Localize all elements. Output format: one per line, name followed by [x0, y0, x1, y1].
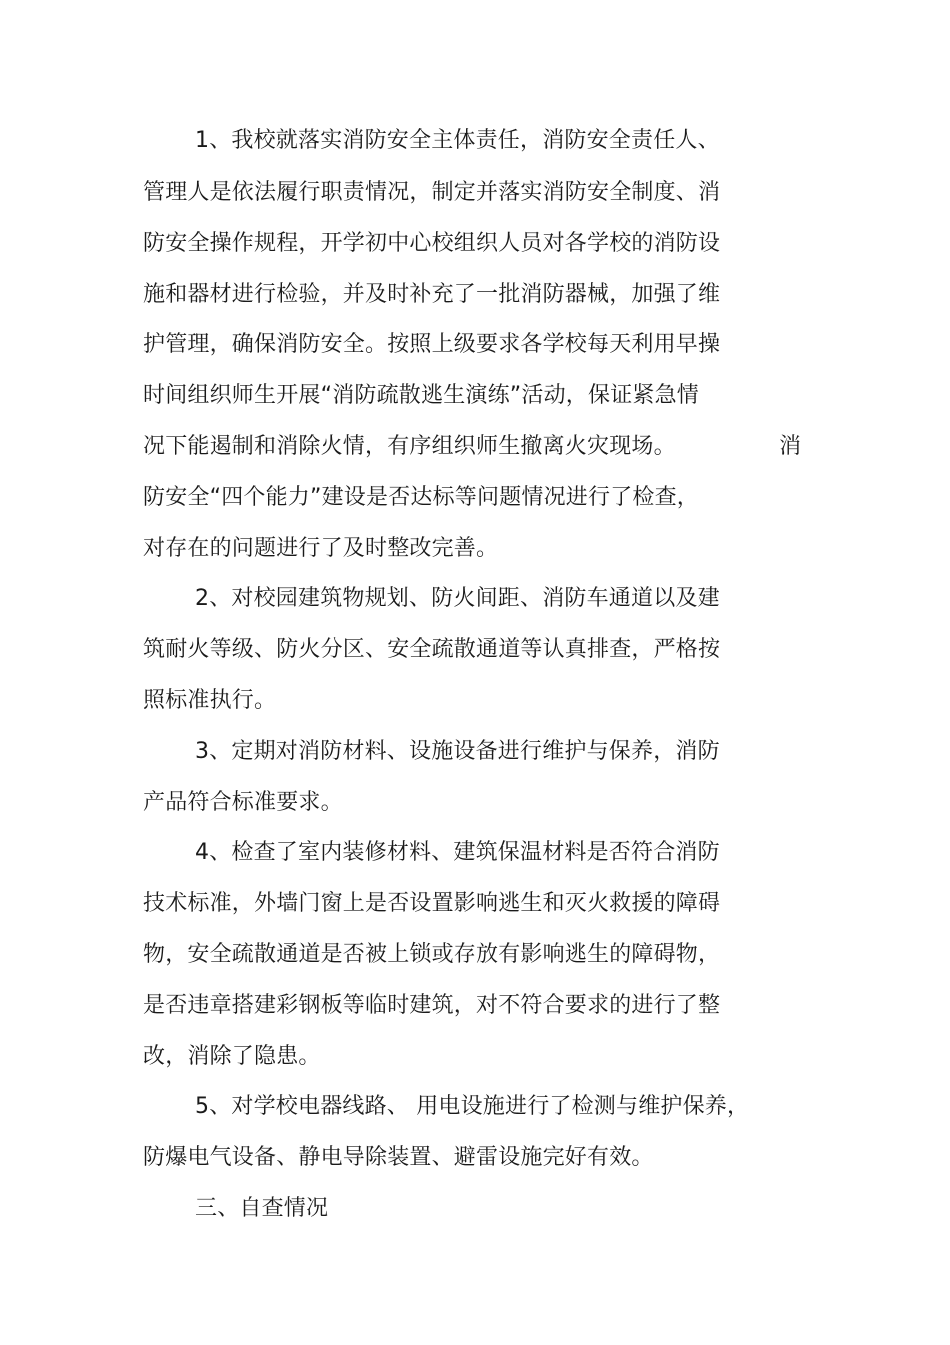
- paragraph-1-line-9: 对存在的问题进行了及时整改完善。: [143, 536, 499, 561]
- paragraph-1-line-8: 防安全“四个能力”建设是否达标等问题情况进行了检查，: [143, 485, 699, 510]
- paragraph-1-line-7: 况下能遏制和消除火情，有序组织师生撤离火灾现场。: [143, 434, 676, 459]
- section-heading: 三、自查情况: [195, 1196, 329, 1221]
- paragraph-4-line-5: 改，消除了隐患。: [143, 1044, 321, 1069]
- paragraph-1-line-6: 时间组织师生开展“消防疏散逃生演练”活动，保证紧急情: [143, 383, 699, 408]
- paragraph-1-line-4: 施和器材进行检验，并及时补充了一批消防器械，加强了维: [143, 282, 721, 307]
- paragraph-5-line-1: 5、对学校电器线路、 用电设施进行了检测与维护保养，: [195, 1094, 750, 1119]
- paragraph-1-line-2: 管理人是依法履行职责情况，制定并落实消防安全制度、消: [143, 180, 721, 205]
- paragraph-1-line-3: 防安全操作规程，开学初中心校组织人员对各学校的消防设: [143, 231, 721, 256]
- paragraph-1-line-7-tail: 消: [779, 434, 802, 459]
- paragraph-3-line-1: 3、定期对消防材料、设施设备进行维护与保养，消防: [195, 739, 720, 764]
- paragraph-4-line-4: 是否违章搭建彩钢板等临时建筑，对不符合要求的进行了整: [143, 993, 721, 1018]
- paragraph-2-line-2: 筑耐火等级、防火分区、安全疏散通道等认真排查，严格按: [143, 637, 721, 662]
- paragraph-4-line-1: 4、检查了室内装修材料、建筑保温材料是否符合消防: [195, 840, 720, 865]
- paragraph-4-line-2: 技术标准，外墙门窗上是否设置影响逃生和灭火救援的障碍: [143, 891, 721, 916]
- paragraph-1-line-5: 护管理，确保消防安全。按照上级要求各学校每天利用早操: [143, 332, 721, 357]
- paragraph-4-line-3: 物，安全疏散通道是否被上锁或存放有影响逃生的障碍物，: [143, 942, 721, 967]
- paragraph-2-line-1: 2、对校园建筑物规划、防火间距、消防车通道以及建: [195, 586, 720, 611]
- paragraph-2-line-3: 照标准执行。: [143, 688, 277, 713]
- paragraph-3-line-2: 产品符合标准要求。: [143, 790, 343, 815]
- paragraph-1-line-1: 1、我校就落实消防安全主体责任，消防安全责任人、: [195, 128, 720, 153]
- paragraph-5-line-2: 防爆电气设备、静电导除装置、避雷设施完好有效。: [143, 1145, 654, 1170]
